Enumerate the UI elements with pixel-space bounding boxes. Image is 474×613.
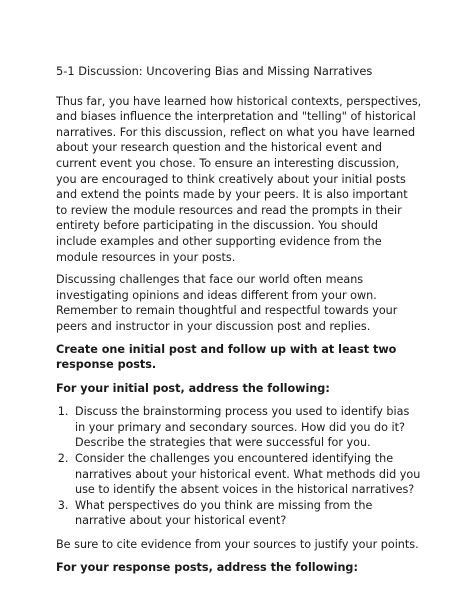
list-item: 2. Consider the challenges you encountered identifying the narratives about your historical event. What methods did you use to identify the absent voices in the historical narratives? [72, 451, 422, 498]
initial-post-heading: For your initial post, address the following: [56, 381, 330, 395]
document-page [56, 64, 422, 583]
list-item: 1. Discuss the brainstorming process you used to identify bias in your primary and secondary sources. How did you do it? Describe the strategies that were successful for you. [72, 404, 422, 451]
respect-paragraph: Discussing challenges that face our world often means investigating opinions and ideas different from your own. Remember to remain thoughtful and respectful towards your peers and instructor in your discussion post and replies. [56, 273, 398, 333]
intro-paragraph: Thus far, you have learned how historical contexts, perspectives, and biases influence the interpretation and "telling" of historical narratives. For this discussion, reflect on what you have learned about your research question and the historical event and current event you chose. To ensure an interesting discussion, you are encouraged to think creatively about your initial posts and extend the points made by your peers. It is also important to review the module resources and read the prompts in their entirety before participating in the discussion. You should include examples and other supporting evidence from the module resources in your posts. [56, 94, 422, 264]
document-title: 5-1 Discussion: Uncovering Bias and Missing Narratives [56, 64, 373, 78]
list-item: 3. What perspectives do you think are missing from the narrative about your historical event? [72, 498, 422, 529]
post-instruction: Create one initial post and follow up with at least two response posts. [56, 342, 397, 372]
response-posts-heading: For your response posts, address the following: [56, 560, 358, 574]
initial-post-list [56, 404, 422, 529]
cite-paragraph: Be sure to cite evidence from your sources to justify your points. [56, 538, 419, 552]
